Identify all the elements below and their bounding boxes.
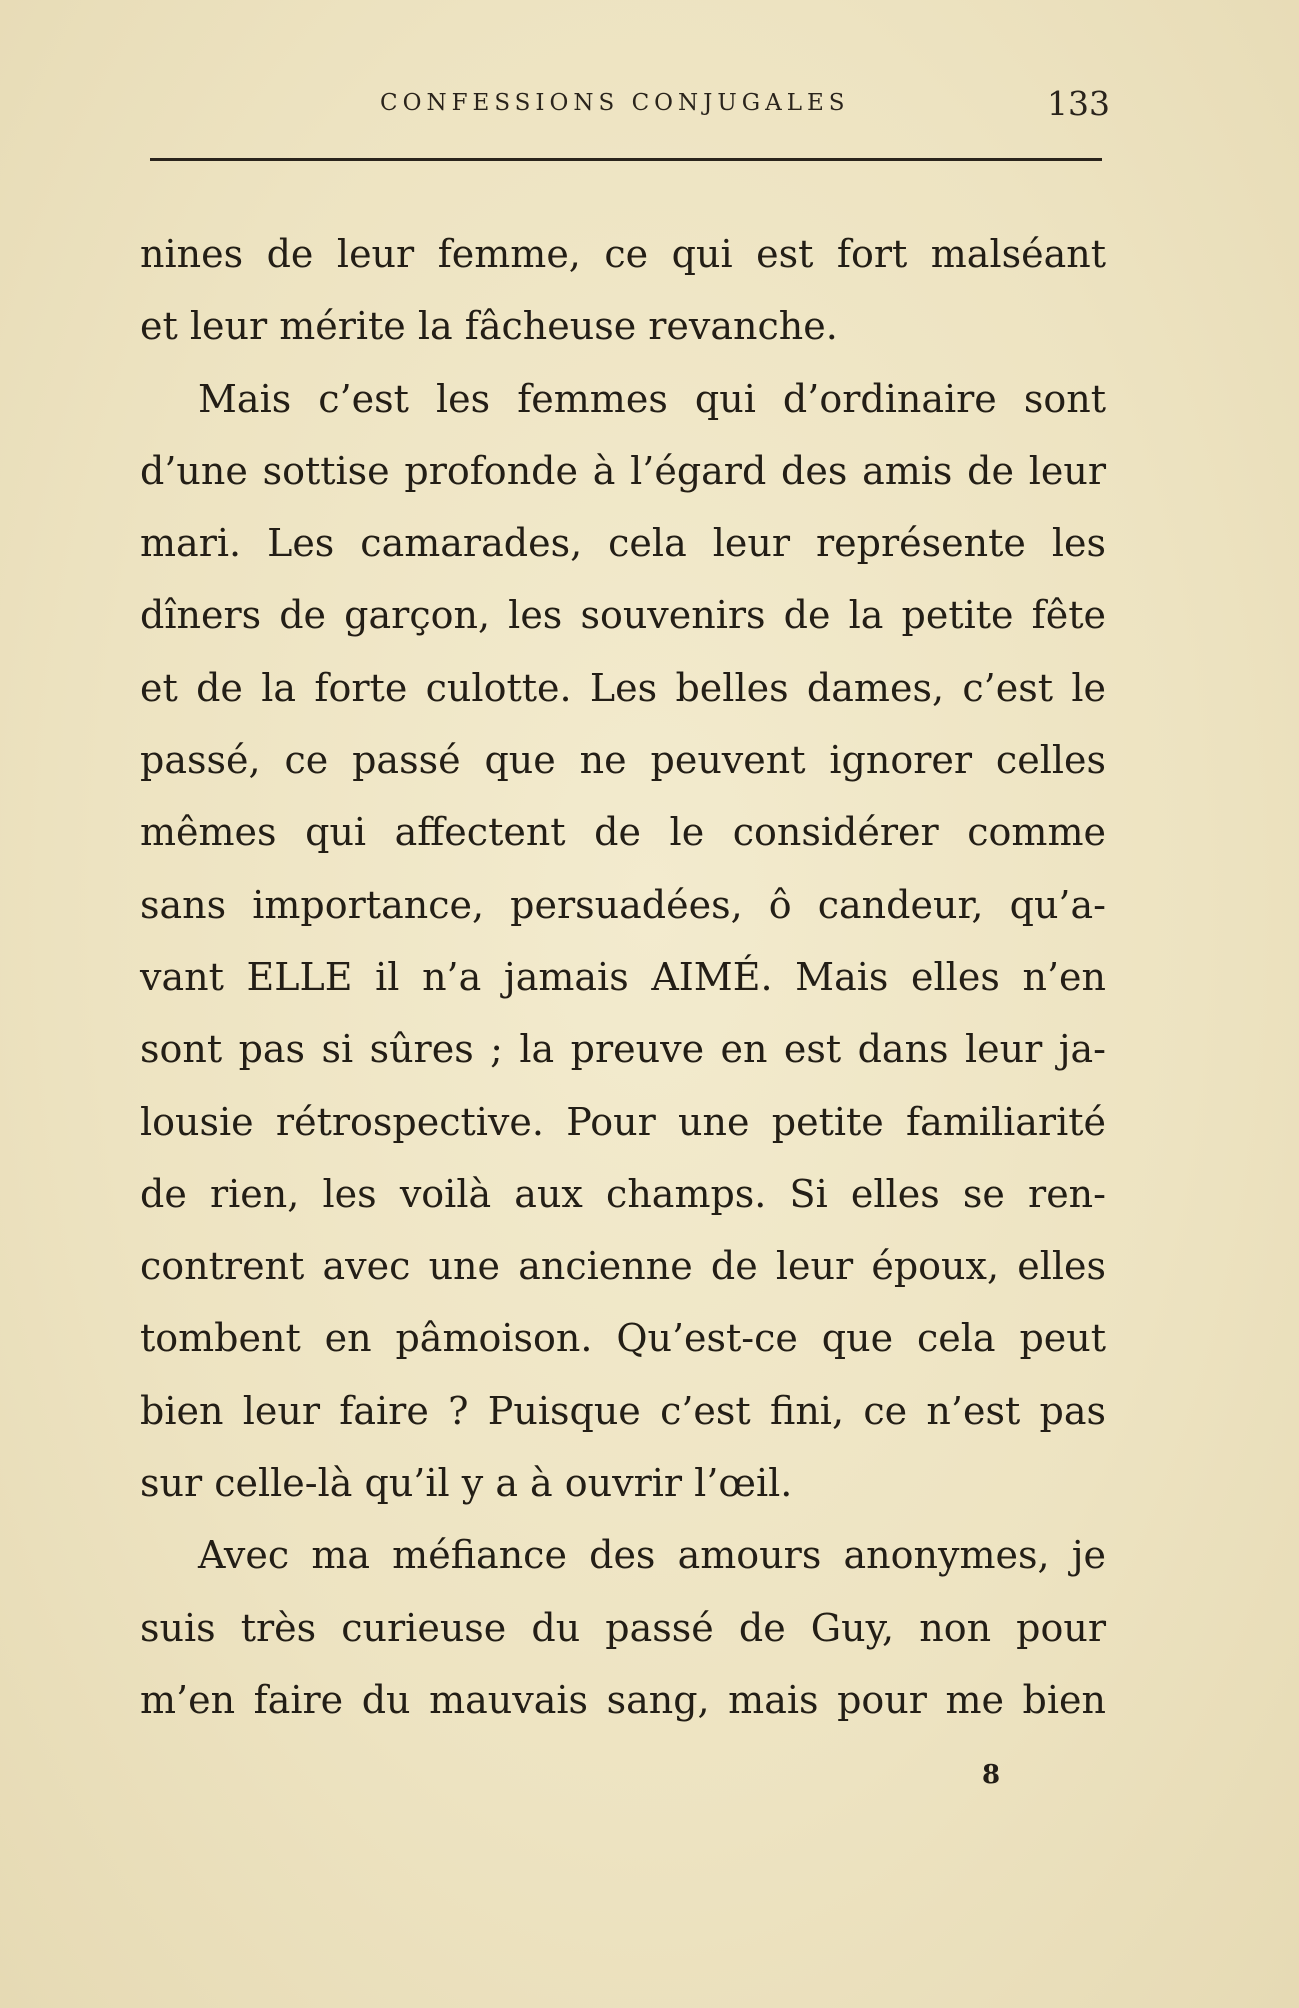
text-line: suis très curieuse du passé de Guy, non pour xyxy=(140,1605,1106,1650)
text-line: dîners de garçon, les souvenirs de la petite fête xyxy=(140,593,1106,638)
header-rule xyxy=(150,158,1102,161)
text-line: contrent avec une ancienne de leur époux, elles xyxy=(140,1244,1106,1289)
text-line: sur celle-là qu’il y a à ouvrir l’œil. xyxy=(140,1461,793,1506)
text-line: tombent en pâmoison. Qu’est-ce que cela peut xyxy=(140,1316,1106,1361)
text-line: et leur mérite la fâcheuse revanche. xyxy=(140,304,838,349)
text-line: Avec ma méfiance des amours anonymes, je xyxy=(198,1533,1106,1578)
text-line: Mais c’est les femmes qui d’ordinaire sont xyxy=(198,376,1106,421)
page-header xyxy=(150,86,1110,126)
text-line: m’en faire du mauvais sang, mais pour me bien xyxy=(140,1677,1106,1722)
text-line: mari. Les camarades, cela leur représente les xyxy=(140,521,1106,566)
text-line: sont pas si sûres ; la preuve en est dans leur ja- xyxy=(140,1027,1106,1072)
text-line: nines de leur femme, ce qui est fort malséant xyxy=(140,232,1106,276)
page-number: 133 xyxy=(1047,84,1110,123)
signature-mark: 8 xyxy=(982,1760,1001,1790)
text-line: et de la forte culotte. Les belles dames, c’est le xyxy=(140,665,1106,710)
running-title: CONFESSIONS CONJUGALES xyxy=(380,90,850,116)
text-line: mêmes qui affectent de le considérer comme xyxy=(140,810,1106,855)
text-line: de rien, les voilà aux champs. Si elles se ren- xyxy=(140,1171,1106,1216)
text-line: vant ELLE il n’a jamais AIMÉ. Mais elles n’en xyxy=(140,954,1106,999)
text-line: passé, ce passé que ne peuvent ignorer celles xyxy=(140,738,1106,783)
text-line: sans importance, persuadées, ô candeur, qu’a- xyxy=(140,882,1106,927)
text-line: d’une sottise profonde à l’égard des amis de leur xyxy=(140,448,1106,493)
body-text xyxy=(140,218,1106,1736)
text-line: bien leur faire ? Puisque c’est fini, ce n’est pas xyxy=(140,1388,1106,1433)
text-line: lousie rétrospective. Pour une petite familiarité xyxy=(140,1099,1106,1144)
